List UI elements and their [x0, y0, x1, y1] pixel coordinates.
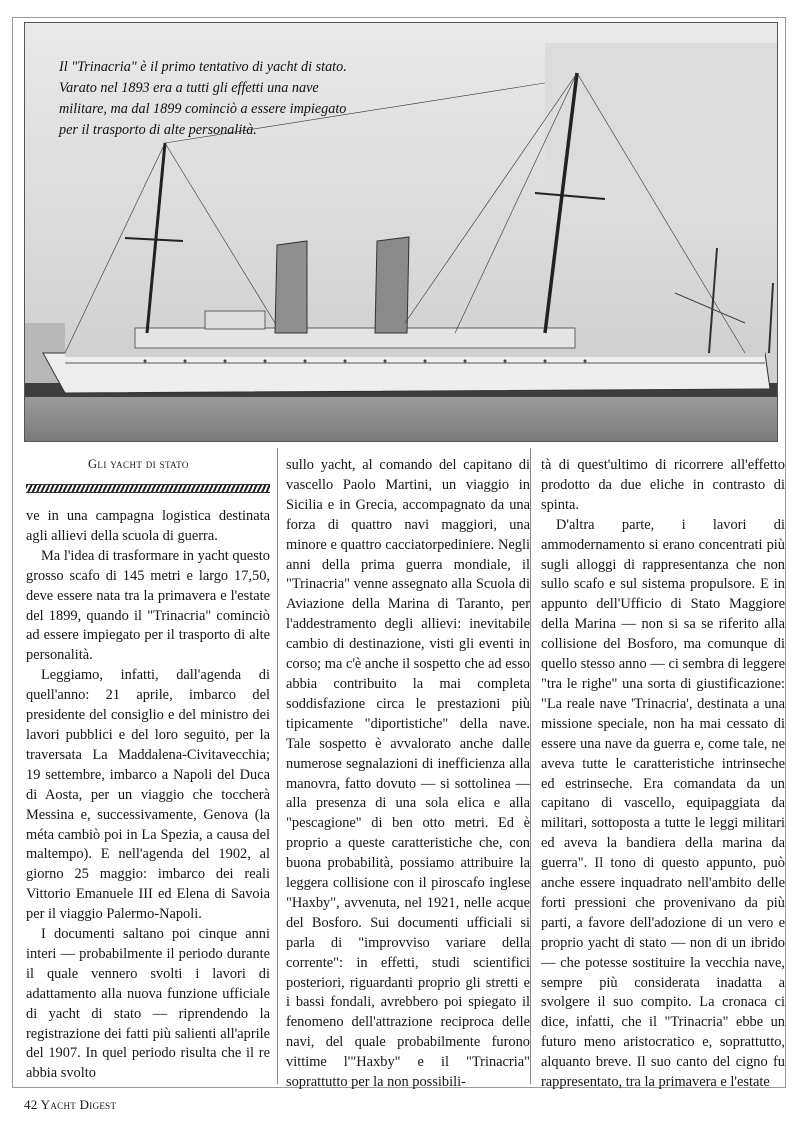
- paragraph: Leggiamo, infatti, dall'agenda di quell'anno: 21 aprile, imbarco del presidente del consiglio e del ministro dei lavori pubblici e del loro seguito, per la traversata La Maddalena-Civitavecchia; 19 settembre, imbarco a Napoli del Duca di Aosta, per un viaggio che toccherà Messina e, successivamente, Genova (la méta cambiò poi in La Spezia, a causa del maltempo). E nell'agenda del 1902, al giorno 25 maggio: imbarco dei reali Vittorio Emanuele III ed Elena di Savoia per il viaggio Palermo-Napoli.: [26, 667, 270, 923]
- paragraph: D'altra parte, i lavori di ammodernamento si erano concentrati più sugli alloggi di rappresentanza che non sullo scafo e sul sistema propulsore. E in appunto dell'Ufficio di Stato Maggiore della Marina — non si sa se riferito alla collisione del Bosforo, ma comunque di quello stesso anno — ci sembra di leggere "tra le righe" una sorta di giustificazione: "La reale nave 'Trinacria', destinata a una missione speciale, non ha mai cessato di essere una nave da guerra e, come tale, ne aveva tutte le caratteristiche intrinseche ed estrinseche. Era comandata da un capitano di vascello, equipaggiata da militari, sottoposta a tutte le leggi militari ed aveva la bandiera della marina da guerra". Il tono di questo appunto, può anche essere inquadrato nell'ambito delle forti pressioni che provenivano da più parti, a favore dell'adozione di un vero e proprio yacht di stato — non di un ibrido — che potesse sostituire la vecchia nave, sempre più considerata inadatta a svolgere il suo compito. La cronaca ci dice, infatti, che il "Trinacria" ebbe un futuro meno aristocratico e, soprattutto, alquanto breve. Il suo canto del cigno fu rappresentato, tra la primavera e l'estate: [541, 516, 785, 1091]
- text-column-2: [286, 456, 530, 1093]
- paragraph: sullo yacht, al comando del capitano di vascello Paolo Martini, un viaggio in Sicilia e in Grecia, accompagnato da una forza di quattro navi maggiori, una minore e quattro cacciatorpediniere. Negli anni della prima guerra mondiale, il "Trinacria" venne assegnato alla Scuola di Aviazione della Marina di Taranto, per l'addestramento degli allievi: inevitabile cambio di destinazione, visti gli eventi in corso; ma c'è anche il sospetto che ad esso abbia contribuito la mai completa soddisfazione circa le prestazioni più tipicamente "diportistiche" della nave. Tale sospetto è avvalorato anche dalle numerose segnalazioni di inefficienza alla manovra, fatto dovuto — si sottolinea — alla presenza di una sola elica e alla "pescagione" di ben otto metri. Ed è proprio a queste caratteristiche che, con buona probabilità, possiamo attribuire la leggera collisione con il piroscafo inglese "Haxby", avvenuta, nel 1921, nelle acque del Bosforo. Sui documenti ufficiali si parla di "improvviso variare della corrente": in effetti, studi scientifici posteriori, riguardanti proprio gli stretti e i bassi fondali, avrebbero poi spiegato il fenomeno dell'attrazione reciproca delle navi, del quale probabilmente furono vittime l'"Haxby" e il "Trinacria" soprattutto per la non possibili-: [286, 457, 530, 1091]
- column-3-body: [541, 456, 785, 1093]
- paragraph: Ma l'idea di trasformare in yacht questo grosso scafo di 145 metri e largo 17,50, deve essere nata tra la primavera e l'estate del 1899, quando il "Trinacria" cominciò ad essere impiegato per il trasporto di alte personalità.: [26, 547, 270, 664]
- section-label: Gli yacht di stato: [88, 457, 189, 471]
- photo-caption: Il "Trinacria" è il primo tentativo di yacht di stato. Varato nel 1893 era a tutti gli effetti una nave militare, ma dal 1899 cominciò a essere impiegato per il trasporto di alte personalità.: [59, 59, 347, 138]
- paragraph: tà di quest'ultimo di ricorrere all'effetto prodotto da due eliche in contrasto di spinta.: [541, 457, 785, 513]
- ship-photo: [24, 22, 778, 442]
- paragraph: ve in una campagna logistica destinata agli allievi della scuola di guerra.: [26, 508, 270, 544]
- column-divider: [277, 448, 278, 1084]
- rope-divider: [26, 484, 270, 493]
- column-divider: [530, 448, 531, 1084]
- column-2-body: [286, 456, 530, 1093]
- page-folio: 42 Yacht Digest: [24, 1097, 117, 1112]
- paragraph: I documenti saltano poi cinque anni interi — probabilmente il periodo durante il quale vennero svolti i lavori di adattamento alla nuova funzione ufficiale di yacht di stato — riprendendo la registrazione dei fatti più salienti all'aprile del 1907. In quel periodo risulta che il re abbia svolto: [26, 926, 270, 1082]
- text-column-3: [541, 456, 785, 1093]
- column-1-body: [26, 507, 270, 1084]
- text-column-1: [26, 456, 270, 1084]
